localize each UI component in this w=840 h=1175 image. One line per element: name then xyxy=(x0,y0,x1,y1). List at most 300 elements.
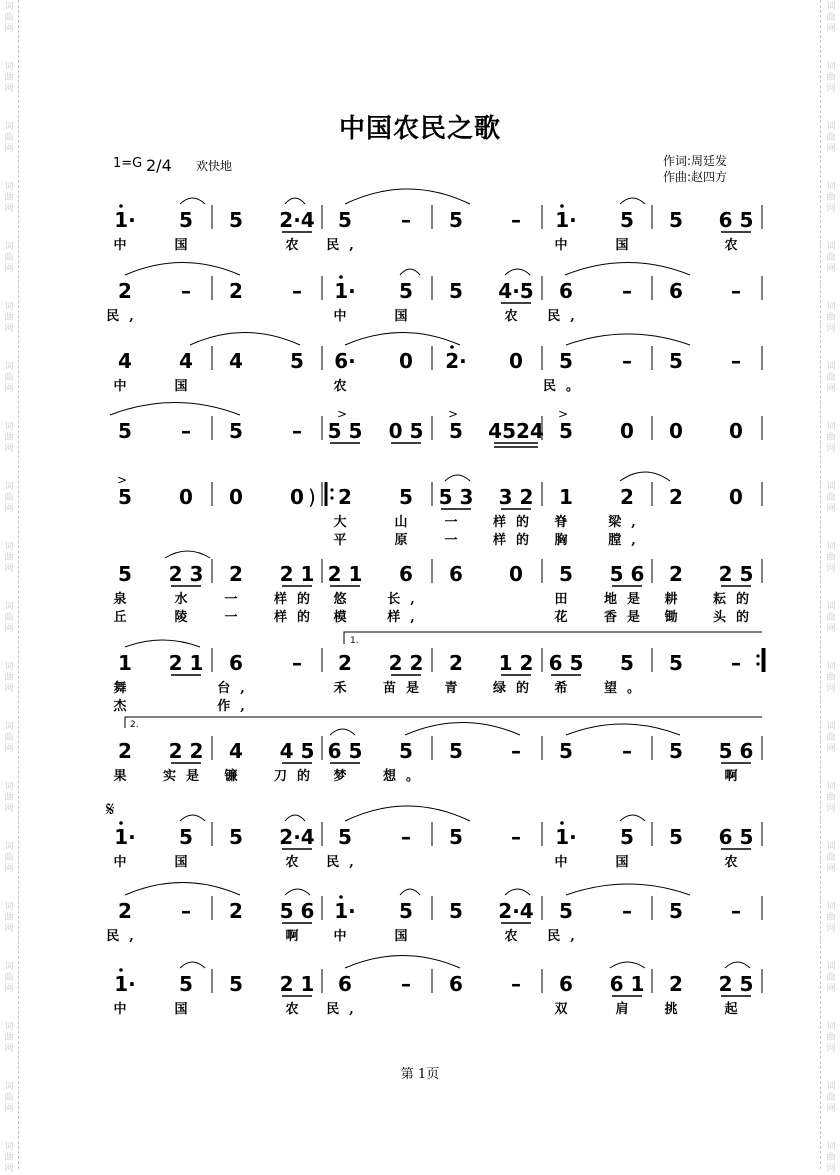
watermark-text: 词 曲 网 xyxy=(4,602,14,634)
lyric-syllable: 农 xyxy=(504,309,528,324)
note: 0 xyxy=(399,349,413,373)
note: 5 xyxy=(449,825,463,849)
lyric-syllable: 双 xyxy=(554,1002,578,1017)
lyric-syllable: 胸 xyxy=(554,533,578,548)
lyric-syllable: 中 xyxy=(554,855,578,870)
note: 1 xyxy=(118,651,132,675)
note: 1· xyxy=(334,899,356,923)
lyric-syllable: 一 xyxy=(224,610,248,625)
lyric-syllable: 地是 xyxy=(603,592,651,607)
note: 5 xyxy=(290,349,304,373)
lyric-syllable: 民, xyxy=(106,309,144,324)
lyric-syllable: 中 xyxy=(113,379,137,394)
note: 5 xyxy=(229,972,243,996)
note: 5 xyxy=(449,739,463,763)
watermark-text: 词 曲 网 xyxy=(826,842,836,874)
note: 2 xyxy=(338,651,352,675)
note: 5 xyxy=(559,899,573,923)
high-octave-dot xyxy=(119,204,123,208)
high-octave-dot xyxy=(560,204,564,208)
note: 4 xyxy=(179,349,193,373)
note: 4 xyxy=(229,739,243,763)
lyric-syllable: 杰 xyxy=(113,699,137,714)
lyric-syllable: 绿的 xyxy=(492,681,540,696)
page-number: 第 1页 xyxy=(400,1067,440,1082)
watermark-text: 词 曲 网 xyxy=(826,782,836,814)
slur xyxy=(400,269,420,275)
watermark-text: 词 曲 网 xyxy=(4,1142,14,1174)
accent-mark: > xyxy=(447,407,459,421)
slur xyxy=(620,472,670,481)
watermark-text: 词 曲 网 xyxy=(4,122,14,154)
note: 2 5 xyxy=(718,562,754,586)
note: 5 xyxy=(449,419,463,443)
note: – xyxy=(292,651,302,675)
note: – xyxy=(731,899,741,923)
repeat-dot xyxy=(330,496,333,499)
lyric-syllable: 样的 xyxy=(492,533,540,548)
note: 5 xyxy=(229,825,243,849)
note: 6 xyxy=(399,562,413,586)
note: 3 2 xyxy=(498,485,534,509)
note: 5 6 xyxy=(279,899,315,923)
lyric-syllable: 作, xyxy=(217,699,255,714)
lyric-syllable: 悠 xyxy=(333,592,357,607)
lyric-syllable: 苗是 xyxy=(382,681,430,696)
note: 4·5 xyxy=(498,279,534,303)
lyric-syllable: 国 xyxy=(174,379,198,394)
note: 5 xyxy=(620,825,634,849)
high-octave-dot xyxy=(339,275,343,279)
watermark-text: 词 曲 网 xyxy=(826,962,836,994)
note: 5 xyxy=(559,349,573,373)
note: 2 xyxy=(229,562,243,586)
note: 5 xyxy=(449,899,463,923)
watermark-text: 词 曲 网 xyxy=(826,242,836,274)
lyric-syllable: 镰 xyxy=(224,769,248,784)
lyric-syllable: 脊 xyxy=(554,515,578,530)
note: 2 1 xyxy=(279,562,315,586)
note: 4 xyxy=(229,349,243,373)
slur xyxy=(110,403,240,416)
slur xyxy=(566,334,690,345)
song-title: 中国农民之歌 xyxy=(338,114,501,144)
note: 5 xyxy=(669,825,683,849)
note: 2 xyxy=(669,972,683,996)
lyric-syllable: 国 xyxy=(615,238,639,253)
lyric-syllable: 挑 xyxy=(664,1002,688,1017)
accent-mark: > xyxy=(116,473,128,487)
slur xyxy=(125,640,200,647)
note: 2 xyxy=(118,739,132,763)
note: – xyxy=(181,899,191,923)
watermark-text: 词 曲 网 xyxy=(826,2,836,34)
volta-bracket-1 xyxy=(344,632,762,644)
watermark-text: 词 曲 网 xyxy=(4,302,14,334)
lyric-syllable: 中 xyxy=(554,238,578,253)
note: 4524 xyxy=(488,419,544,443)
watermark-text: 词 曲 网 xyxy=(826,602,836,634)
note: 2 xyxy=(229,279,243,303)
watermark-text: 词 曲 网 xyxy=(4,722,14,754)
watermark-text: 词 曲 网 xyxy=(4,1022,14,1054)
watermark-text: 词 曲 网 xyxy=(826,422,836,454)
lyric-syllable: 想。 xyxy=(382,769,430,784)
slur xyxy=(405,723,520,736)
note: 1· xyxy=(555,825,577,849)
lyric-syllable: 梦 xyxy=(333,769,357,784)
note: 2 1 xyxy=(279,972,315,996)
lyric-syllable: 希 xyxy=(554,681,578,696)
lyric-syllable: 平 xyxy=(333,533,357,548)
note: 2 xyxy=(229,899,243,923)
watermark-text: 词 曲 网 xyxy=(826,662,836,694)
accent-mark: > xyxy=(336,407,348,421)
lyric-syllable: 农 xyxy=(285,1002,309,1017)
note: 5 xyxy=(669,208,683,232)
note: 2 xyxy=(449,651,463,675)
note: – xyxy=(181,279,191,303)
lyric-syllable: 田 xyxy=(554,592,578,607)
note: 2·4 xyxy=(279,208,315,232)
note: 0 xyxy=(509,562,523,586)
note: 5 xyxy=(559,562,573,586)
slur xyxy=(180,815,205,821)
note: 5 xyxy=(229,208,243,232)
note: 6 5 xyxy=(548,651,584,675)
note: 5 6 xyxy=(609,562,645,586)
note: 6 1 xyxy=(609,972,645,996)
lyric-syllable: 一 xyxy=(224,592,248,607)
note: 0 xyxy=(669,419,683,443)
lyric-syllable: 中 xyxy=(113,1002,137,1017)
slur xyxy=(190,333,300,346)
lyric-syllable: 中 xyxy=(333,929,357,944)
note: 0 xyxy=(179,485,193,509)
slur xyxy=(566,884,690,895)
high-octave-dot xyxy=(560,821,564,825)
watermark-text: 词 曲 网 xyxy=(4,782,14,814)
lyric-syllable: 中 xyxy=(333,309,357,324)
high-octave-dot xyxy=(450,345,454,349)
watermark-text: 词 曲 网 xyxy=(826,182,836,214)
repeat-dot xyxy=(330,488,333,491)
slur xyxy=(180,198,205,204)
note: 1· xyxy=(114,208,136,232)
note: 5 5 xyxy=(327,419,363,443)
slur xyxy=(620,815,645,821)
slur xyxy=(180,962,205,968)
lyric-syllable: 农 xyxy=(333,379,357,394)
note: – xyxy=(511,825,521,849)
note: – xyxy=(622,739,632,763)
note: 5 xyxy=(449,208,463,232)
note: – xyxy=(401,825,411,849)
note: 5 xyxy=(620,208,634,232)
slur xyxy=(566,724,680,735)
lyric-syllable: 民, xyxy=(547,929,585,944)
note: 5 xyxy=(118,485,132,509)
watermark-text: 词 曲 网 xyxy=(826,1082,836,1114)
lyric-syllable: 陵 xyxy=(174,610,198,625)
watermark-text: 词 曲 网 xyxy=(826,362,836,394)
lyric-syllable: 农 xyxy=(285,855,309,870)
slur xyxy=(285,889,310,895)
lyric-syllable: 啊 xyxy=(724,769,748,784)
parenthesis: ) xyxy=(308,485,316,509)
watermark-text: 词 曲 网 xyxy=(4,2,14,34)
note: 2 2 xyxy=(388,651,424,675)
watermark-text: 词 曲 网 xyxy=(4,1082,14,1114)
note: 6 5 xyxy=(327,739,363,763)
lyric-syllable: 民, xyxy=(326,855,364,870)
lyric-syllable: 花 xyxy=(554,610,578,625)
watermark-text: 词 曲 网 xyxy=(826,1022,836,1054)
high-octave-dot xyxy=(119,821,123,825)
slur xyxy=(445,475,470,481)
note: 2 1 xyxy=(327,562,363,586)
note: 4 5 xyxy=(279,739,315,763)
note: 5 xyxy=(399,485,413,509)
lyric-syllable: 国 xyxy=(174,238,198,253)
slur xyxy=(400,889,420,895)
watermark-text: 词 曲 网 xyxy=(826,62,836,94)
slur xyxy=(330,729,355,735)
note: 2 xyxy=(669,485,683,509)
lyric-syllable: 大 xyxy=(333,515,357,530)
lyric-syllable: 台, xyxy=(217,681,255,696)
note: 5 xyxy=(179,972,193,996)
note: 2 xyxy=(118,279,132,303)
note: 5 xyxy=(669,349,683,373)
note: 6 xyxy=(669,279,683,303)
watermark-text: 词 曲 网 xyxy=(826,1142,836,1174)
note: 1 2 xyxy=(498,651,534,675)
watermark-text: 词 曲 网 xyxy=(4,362,14,394)
lyric-syllable: 膛, xyxy=(608,533,646,548)
slur xyxy=(725,962,750,968)
lyric-syllable: 梁, xyxy=(608,515,646,530)
repeat-dot xyxy=(756,654,759,657)
lyric-syllable: 舞 xyxy=(113,681,137,696)
note: 5 xyxy=(118,562,132,586)
note: 6· xyxy=(334,349,356,373)
note: 0 xyxy=(729,485,743,509)
lyric-syllable: 农 xyxy=(724,238,748,253)
note: 0 xyxy=(290,485,304,509)
note: – xyxy=(181,419,191,443)
lyric-syllable: 农 xyxy=(285,238,309,253)
note: 5 6 xyxy=(718,739,754,763)
note: 2 2 xyxy=(168,739,204,763)
note: – xyxy=(511,739,521,763)
slur xyxy=(345,333,460,346)
watermark-text: 词 曲 网 xyxy=(826,722,836,754)
composer-credit: 作曲:赵四方 xyxy=(663,170,728,184)
note: 6 xyxy=(449,562,463,586)
volta-label-2: 2. xyxy=(130,720,139,730)
note: – xyxy=(511,208,521,232)
watermark-text: 词 曲 网 xyxy=(4,242,14,274)
lyric-syllable: 样, xyxy=(387,610,425,625)
note: 6 xyxy=(559,972,573,996)
watermark-text: 词 曲 网 xyxy=(826,542,836,574)
note: 5 xyxy=(229,419,243,443)
slur xyxy=(165,551,210,558)
slur xyxy=(125,263,240,276)
watermark-text: 词 曲 网 xyxy=(4,902,14,934)
lyric-syllable: 国 xyxy=(174,1002,198,1017)
lyricist-credit: 作词:周廷发 xyxy=(663,154,728,168)
segno-sign: 𝄋 xyxy=(106,797,115,821)
note: 2 1 xyxy=(168,651,204,675)
note: 5 xyxy=(669,739,683,763)
note: 1· xyxy=(334,279,356,303)
watermark-text: 词 曲 网 xyxy=(4,662,14,694)
lyric-syllable: 长, xyxy=(387,592,425,607)
note: 5 xyxy=(179,208,193,232)
note: 6 xyxy=(338,972,352,996)
note: 2 5 xyxy=(718,972,754,996)
note: 5 xyxy=(559,419,573,443)
watermark-text: 词 曲 网 xyxy=(826,302,836,334)
note: 6 xyxy=(449,972,463,996)
slur xyxy=(505,889,530,895)
note: – xyxy=(622,899,632,923)
lyric-syllable: 国 xyxy=(394,929,418,944)
note: 5 xyxy=(399,279,413,303)
note: – xyxy=(292,279,302,303)
slur xyxy=(505,269,530,275)
watermark-text: 词 曲 网 xyxy=(826,902,836,934)
lyric-syllable: 泉 xyxy=(113,592,137,607)
note: 5 xyxy=(399,899,413,923)
high-octave-dot xyxy=(339,895,343,899)
note: 0 xyxy=(620,419,634,443)
lyric-syllable: 中 xyxy=(113,855,137,870)
lyric-syllable: 农 xyxy=(724,855,748,870)
lyric-syllable: 锄 xyxy=(664,610,688,625)
note: 2·4 xyxy=(498,899,534,923)
lyric-syllable: 起 xyxy=(724,1002,748,1017)
repeat-dot xyxy=(756,662,759,665)
note: 5 xyxy=(669,899,683,923)
slur xyxy=(125,883,240,896)
lyric-syllable: 望。 xyxy=(603,681,651,696)
note: 0 xyxy=(229,485,243,509)
slur xyxy=(620,198,645,204)
lyric-syllable: 刀的 xyxy=(273,769,321,784)
note: – xyxy=(401,972,411,996)
note: 0 5 xyxy=(388,419,424,443)
note: 6 5 xyxy=(718,208,754,232)
lyric-syllable: 中 xyxy=(113,238,137,253)
lyric-syllable: 民, xyxy=(106,929,144,944)
lyric-syllable: 一 xyxy=(444,515,468,530)
note: 2 xyxy=(669,562,683,586)
note: 2 xyxy=(338,485,352,509)
note: 1 xyxy=(559,485,573,509)
lyric-syllable: 山 xyxy=(394,515,418,530)
note: – xyxy=(622,279,632,303)
slur xyxy=(345,956,460,969)
watermark-text: 词 曲 网 xyxy=(4,62,14,94)
lyric-syllable: 样的 xyxy=(273,610,321,625)
slur xyxy=(345,189,470,204)
watermark-text: 词 曲 网 xyxy=(4,422,14,454)
note: – xyxy=(292,419,302,443)
lyric-syllable: 啊 xyxy=(285,929,309,944)
note: – xyxy=(511,972,521,996)
note: 0 xyxy=(509,349,523,373)
note: 2 xyxy=(118,899,132,923)
note: 5 xyxy=(118,419,132,443)
note: 5 xyxy=(669,651,683,675)
lyric-syllable: 民。 xyxy=(542,379,590,394)
lyric-syllable: 头的 xyxy=(712,610,760,625)
lyric-syllable: 民, xyxy=(547,309,585,324)
watermark-text: 词 曲 网 xyxy=(4,542,14,574)
note: – xyxy=(731,651,741,675)
note: 1· xyxy=(555,208,577,232)
lyric-syllable: 香是 xyxy=(603,610,651,625)
note: 5 xyxy=(399,739,413,763)
note: 5 3 xyxy=(438,485,474,509)
watermark-text: 词 曲 网 xyxy=(4,182,14,214)
watermark-text: 词 曲 网 xyxy=(826,482,836,514)
lyric-syllable: 果 xyxy=(113,769,137,784)
high-octave-dot xyxy=(119,968,123,972)
note: 2·4 xyxy=(279,825,315,849)
lyric-syllable: 民, xyxy=(326,1002,364,1017)
accent-mark: > xyxy=(557,407,569,421)
note: – xyxy=(731,349,741,373)
note: 2 xyxy=(620,485,634,509)
lyric-syllable: 国 xyxy=(394,309,418,324)
note: 5 xyxy=(559,739,573,763)
note: 4 xyxy=(118,349,132,373)
note: 2· xyxy=(445,349,467,373)
lyric-syllable: 水 xyxy=(174,592,198,607)
lyric-syllable: 民, xyxy=(326,238,364,253)
watermark-text: 词 曲 网 xyxy=(826,122,836,154)
note: 6 xyxy=(229,651,243,675)
slur xyxy=(285,815,305,821)
note: 5 xyxy=(620,651,634,675)
lyric-syllable: 一 xyxy=(444,533,468,548)
tempo-marking: 欢快地 xyxy=(196,159,233,173)
lyric-syllable: 模 xyxy=(333,610,357,625)
lyric-syllable: 国 xyxy=(615,855,639,870)
note: 5 xyxy=(449,279,463,303)
note: 0 xyxy=(729,419,743,443)
note: 5 xyxy=(338,825,352,849)
volta-bracket-2 xyxy=(125,717,762,728)
lyric-syllable: 原 xyxy=(394,533,418,548)
slur xyxy=(565,263,690,276)
slur xyxy=(345,806,470,821)
note: 1· xyxy=(114,972,136,996)
lyric-syllable: 样的 xyxy=(273,592,321,607)
note: – xyxy=(731,279,741,303)
note: – xyxy=(622,349,632,373)
volta-label-1: 1. xyxy=(350,636,359,646)
note: 5 xyxy=(338,208,352,232)
note: 5 xyxy=(179,825,193,849)
watermark-text: 词 曲 网 xyxy=(4,482,14,514)
lyric-syllable: 国 xyxy=(174,855,198,870)
note: 6 xyxy=(559,279,573,303)
